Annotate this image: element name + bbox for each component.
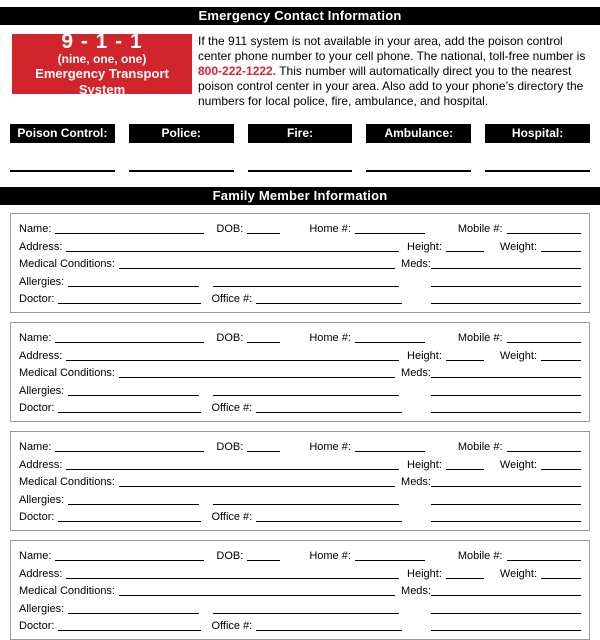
allergies-input-line[interactable] [68,612,199,614]
mobile-phone-input-line[interactable] [507,232,581,234]
address-input-line[interactable] [66,468,399,470]
police-input-line[interactable] [129,170,234,172]
family-member-card [10,322,590,422]
dob-label: DOB: [216,332,244,345]
office-phone-input-line[interactable] [256,629,402,631]
address-label: Address: [19,458,63,471]
meds-input-line-2[interactable] [431,394,581,396]
dob-label: DOB: [216,223,244,236]
member-row-4 [19,599,581,616]
doctor-input-line[interactable] [58,520,201,522]
height-label: Height: [407,240,442,253]
meds-input-line-3[interactable] [431,520,581,522]
mobile-phone-input-line[interactable] [507,450,581,452]
address-label: Address: [19,240,63,253]
dob-label: DOB: [216,550,244,563]
doctor-label: Doctor: [19,619,55,632]
name-input-line[interactable] [55,341,204,343]
home-phone-label: Home #: [309,441,351,454]
911-emergency-box [12,29,192,97]
allergies-label: Allergies: [19,384,65,397]
medical-conditions-input-line[interactable] [119,267,395,269]
height-label: Height: [407,458,442,471]
meds-input-line[interactable] [431,376,581,378]
office-phone-label: Office #: [211,619,253,632]
poison-control-phone-number: 800-222-1222. [198,64,277,78]
address-input-line[interactable] [66,577,399,579]
member-row-1 [19,329,581,346]
medical-conditions-label: Medical Conditions: [19,585,115,598]
family-member-card [10,540,590,640]
medical-conditions-input-line[interactable] [119,376,395,378]
weight-input-line[interactable] [541,577,581,579]
home-phone-label: Home #: [309,332,351,345]
medical-conditions-label: Medical Conditions: [19,258,115,271]
mobile-phone-label: Mobile #: [457,332,503,345]
mobile-phone-input-line[interactable] [507,341,581,343]
family-member-card [10,431,590,531]
name-label: Name: [19,223,52,236]
office-phone-input-line[interactable] [256,411,402,413]
office-phone-label: Office #: [211,401,253,414]
meds-input-line-2[interactable] [431,612,581,614]
member-row-1 [19,220,581,237]
office-phone-input-line[interactable] [256,520,402,522]
dob-input-line[interactable] [247,232,280,234]
address-label: Address: [19,567,63,580]
doctor-label: Doctor: [19,510,55,523]
emergency-contacts-row [10,124,590,143]
member-row-4 [19,272,581,289]
meds-input-line[interactable] [431,267,581,269]
address-input-line[interactable] [66,359,399,361]
doctor-input-line[interactable] [58,411,201,413]
office-phone-input-line[interactable] [256,302,402,304]
height-input-line[interactable] [446,577,484,579]
allergies-label: Allergies: [19,493,65,506]
office-phone-label: Office #: [211,292,253,305]
meds-input-line[interactable] [431,594,581,596]
mobile-phone-label: Mobile #: [457,550,503,563]
height-label: Height: [407,567,442,580]
instructions-text-before: If the 911 system is not available in your area, add the poison control center phone number to your cell phone. The national, toll-free number is [198,34,586,63]
911-label: Emergency Transport System [35,65,169,97]
family-member-header: Family Member Information [0,187,600,205]
meds-label: Meds: [401,585,431,598]
mobile-phone-label: Mobile #: [457,441,503,454]
doctor-input-line[interactable] [58,629,201,631]
office-phone-label: Office #: [211,510,253,523]
contact-label-fire: Fire: [248,124,353,143]
mobile-phone-input-line[interactable] [507,559,581,561]
member-row-5 [19,508,581,525]
home-phone-label: Home #: [309,550,351,563]
dob-input-line[interactable] [247,559,280,561]
weight-label: Weight: [499,349,537,362]
height-label: Height: [407,349,442,362]
hospital-input-line[interactable] [485,170,590,172]
name-input-line[interactable] [55,450,204,452]
meds-input-line-3[interactable] [431,302,581,304]
allergies-input-line-2[interactable] [213,285,399,287]
allergies-input-line[interactable] [68,394,199,396]
meds-label: Meds: [401,367,431,380]
dob-input-line[interactable] [247,341,280,343]
member-row-3 [19,255,581,272]
meds-input-line-3[interactable] [431,629,581,631]
family-members [10,213,590,640]
meds-label: Meds: [401,258,431,271]
address-label: Address: [19,349,63,362]
allergies-label: Allergies: [19,602,65,615]
meds-input-line-3[interactable] [431,411,581,413]
allergies-label: Allergies: [19,275,65,288]
height-input-line[interactable] [446,468,484,470]
contact-label-ambulance: Ambulance: [366,124,471,143]
mobile-phone-label: Mobile #: [457,223,503,236]
home-phone-input-line[interactable] [355,450,425,452]
member-row-5 [19,399,581,416]
member-row-3 [19,582,581,599]
meds-input-line-2[interactable] [431,503,581,505]
member-row-4 [19,490,581,507]
contact-label-police: Police: [129,124,234,143]
medical-conditions-input-line[interactable] [119,485,395,487]
911-number: 9 - 1 - 1 [61,29,143,53]
poison-control-input-line[interactable] [10,170,115,172]
member-row-2 [19,455,581,472]
doctor-label: Doctor: [19,292,55,305]
emergency-contacts-fill-row [10,170,590,172]
intro-section [12,29,590,109]
weight-label: Weight: [499,240,537,253]
name-input-line[interactable] [55,559,204,561]
member-row-2 [19,237,581,254]
allergies-input-line-2[interactable] [213,394,399,396]
home-phone-input-line[interactable] [355,341,425,343]
member-row-3 [19,473,581,490]
allergies-input-line-2[interactable] [213,612,399,614]
member-row-3 [19,364,581,381]
weight-input-line[interactable] [541,468,581,470]
contact-label-poison-control: Poison Control: [10,124,115,143]
poison-control-instructions [198,34,590,109]
member-row-2 [19,564,581,581]
emergency-contact-header: Emergency Contact Information [0,7,600,25]
home-phone-input-line[interactable] [355,232,425,234]
doctor-input-line[interactable] [58,302,201,304]
allergies-input-line-2[interactable] [213,503,399,505]
fire-input-line[interactable] [248,170,353,172]
member-row-1 [19,547,581,564]
dob-label: DOB: [216,441,244,454]
weight-label: Weight: [499,458,537,471]
member-row-5 [19,290,581,307]
weight-label: Weight: [499,567,537,580]
allergies-input-line[interactable] [68,285,199,287]
allergies-input-line[interactable] [68,503,199,505]
family-member-card [10,213,590,313]
address-input-line[interactable] [66,250,399,252]
home-phone-label: Home #: [309,223,351,236]
ambulance-input-line[interactable] [366,170,471,172]
member-row-2 [19,346,581,363]
home-phone-input-line[interactable] [355,559,425,561]
name-label: Name: [19,550,52,563]
911-phonetic: (nine, one, one) [57,51,147,66]
instructions-text-after: This number will automatically direct you to the nearest poison control center in your area. Also add to your phone’s directory the numbers for local police, fire, ambulance, and hospital. [198,64,584,108]
member-row-1 [19,438,581,455]
member-row-4 [19,381,581,398]
doctor-label: Doctor: [19,401,55,414]
medical-conditions-label: Medical Conditions: [19,476,115,489]
meds-label: Meds: [401,476,431,489]
name-input-line[interactable] [55,232,204,234]
height-input-line[interactable] [446,359,484,361]
dob-input-line[interactable] [247,450,280,452]
meds-input-line[interactable] [431,485,581,487]
height-input-line[interactable] [446,250,484,252]
contact-label-hospital: Hospital: [485,124,590,143]
name-label: Name: [19,441,52,454]
meds-input-line-2[interactable] [431,285,581,287]
medical-conditions-label: Medical Conditions: [19,367,115,380]
member-row-5 [19,617,581,634]
weight-input-line[interactable] [541,250,581,252]
name-label: Name: [19,332,52,345]
medical-conditions-input-line[interactable] [119,594,395,596]
weight-input-line[interactable] [541,359,581,361]
